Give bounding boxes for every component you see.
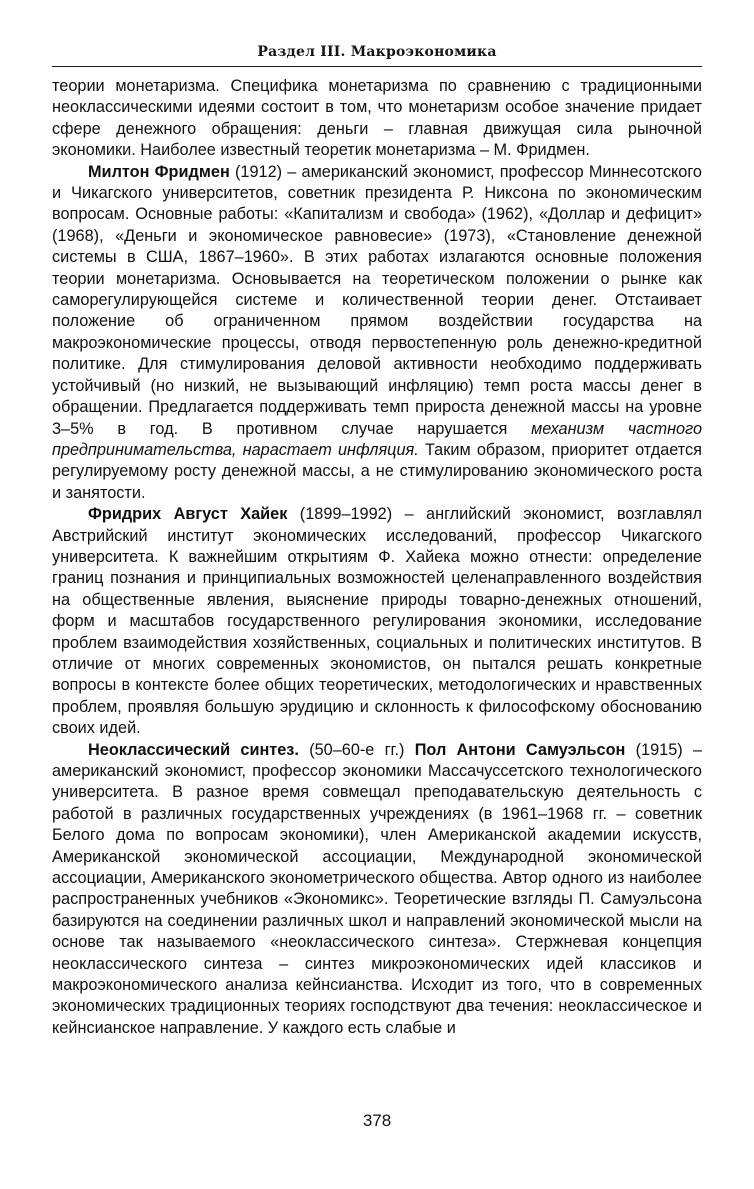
paragraph-friedman [52,162,702,505]
name-friedman: Милтон Фридмен [88,162,230,181]
paragraph-text: (1915) – американский экономист, профессор экономики Массачуссетского технологического университета. В разное время совмещал преподавательскую деятельность с работой в различных государственных учреждениях (в 1961–1968 гг. – советник Белого дома по вопросам экономики), член Американской академии искусств, Американской экономической ассоциации, Международной экономической ассоциации, Американского эконометрического общества. Автор одного из наиболее распространенных учебников «Экономикс». Теоретические взгляды П. Самуэльсона базируются на соединении различных школ и направлений экономической мысли на основе так называемого «неоклассического синтеза». Стержневая концепция неоклассического синтеза – синтез микроэкономических идей классиков и макроэкономического анализа кейнсианства. Исходит из того, что в современных экономических традиционных теориях господствуют два течения: неоклассическое и кейнсианское направление. У каждого есть слабые и [52,740,703,1037]
paragraph-monetarism [52,76,702,162]
name-samuelson: Пол Антони Самуэльсон [414,740,626,759]
paragraph-hayek [52,504,702,739]
italic-phrase: механизм частного предпринимательства, нарастает инфляция. [52,419,702,459]
paragraph-samuelson [52,740,702,1040]
paragraph-text-tail: Таким образом, приоритет отдается регулируемому росту денежной массы, а не стимулированию экономического роста и занятости. [52,440,702,502]
period-text: (50–60-е гг.) [298,740,415,759]
paragraph-text: (1899–1992) – английский экономист, возглавлял Австрийский институт экономических исследований, профессор Чикагского университета. К важнейшим открытиям Ф. Хайека можно отнести: определение границ познания и принципиальных возможностей целенаправленного воздействия на общественные явления, выяснение природы товарно-денежных отношений, форм и масштабов государственного регулирования экономики, исследование проблем взаимодействия хозяйственных, социальных и политических институтов. В отличие от многих современных экономистов, он пытался решать конкретные вопросы в контексте более общих теоретических, методологических и нравственных проблем, проявляя большую эрудицию и склонность к философскому обоснованию своих идей. [52,505,702,738]
page-number: 378 [362,1111,392,1130]
paragraph-text: (1912) – американский экономист, профессор Миннесотского и Чикагского университетов, советник президента Р. Никсона по экономическим вопросам. Основные работы: «Капитализм и свобода» (1962), «Доллар и дефицит» (1968), «Деньги и экономическое равновесие» (1973), «Становление денежной системы в США, 1867–1960». В этих работах излагаются основные положения теории монетаризма. Основывается на теоретическом положении о рынке как саморегулирующейся системе и количественной теории денег. Отстаивает положение об ограниченном прямом воздействии государства на макроэкономические процессы, отводя первостепенную роль денежно-кредитной политике. Для стимулирования деловой активности необходимо поддерживать устойчивый (но низкий, не вызывающий инфляцию) темп роста массы денег в обращении. Предлагается поддерживать темп прироста денежной массы на уровне 3–5% в год. В противном случае нарушается [52,162,702,438]
name-hayek: Фридрих Август Хайек [88,505,288,524]
paragraph-text: теории монетаризма. Специфика монетаризма по сравнению с традиционными неоклассическими идеями состоит в том, что монетаризм особое значение придает сфере денежного обращения: деньги – главная движущая сила рыночной экономики. Наиболее известный теоретик монетаризма – М. Фридмен. [52,77,702,160]
heading-neoclassical-synthesis: Неоклассический синтез. [88,740,299,759]
header-rule [52,66,702,67]
page-body [52,76,702,1039]
running-header: Раздел III. Макроэкономика [257,44,497,60]
